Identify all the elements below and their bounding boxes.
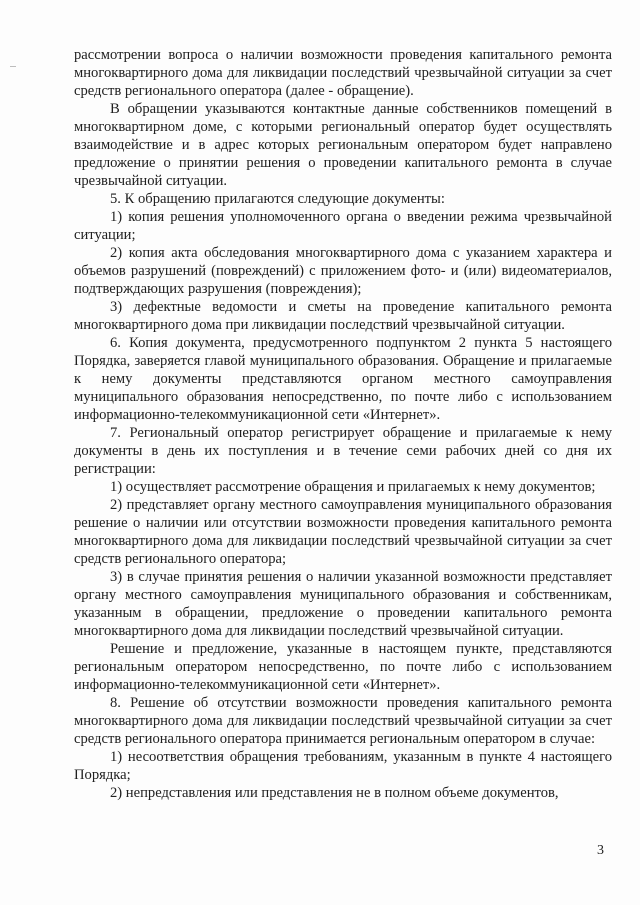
paragraph: 5. К обращению прилагаются следующие документы: (110, 191, 445, 207)
list-item: 2) представляет органу местного самоуправления муниципального образования решение о наличии или отсутствии возможности проведения капитального ремонта многоквартирного дома для ликвидации последствий чрезвычайной ситуации за счет средств регионального оператора; (74, 497, 612, 567)
list-item: 1) копия решения уполномоченного органа о введении режима чрезвычайной ситуации; (74, 209, 612, 243)
list-item: 2) непредставления или представления не в полном объеме документов, (110, 785, 559, 801)
list-item: 3) в случае принятия решения о наличии указанной возможности представляет органу местного самоуправления муниципального образования и собственникам, указанным в обращении, предложение о проведении капитального ремонта многоквартирного дома для ликвидации последствий чрезвычайной ситуации. (74, 569, 612, 639)
document-body (74, 46, 612, 802)
scan-margin-mark (10, 66, 16, 67)
paragraph: В обращении указываются контактные данные собственников помещений в многоквартирном доме, с которыми региональный оператор будет осуществлять взаимодействие и в адрес которых региональным оператором будет направлено предложение о принятии решения о проведении капитального ремонта в случае чрезвычайной ситуации. (74, 101, 612, 189)
list-item: 1) осуществляет рассмотрение обращения и прилагаемых к нему документов; (110, 479, 596, 495)
paragraph: Решение и предложение, указанные в настоящем пункте, представляются региональным оператором непосредственно, по почте либо с использованием информационно-телекоммуникационной сети «Интернет». (74, 641, 612, 693)
paragraph: 6. Копия документа, предусмотренного подпунктом 2 пункта 5 настоящего Порядка, заверяется главой муниципального образования. Обращение и прилагаемые к нему документы представляются органом местного самоуправления муниципального образования непосредственно, по почте либо с использованием информационно-телекоммуникационной сети «Интернет». (74, 335, 612, 423)
list-item: 2) копия акта обследования многоквартирного дома с указанием характера и объемов разрушений (повреждений) с приложением фото- и (или) видеоматериалов, подтверждающих разрушения (повреждения); (74, 245, 612, 297)
page-number: 3 (597, 843, 604, 858)
paragraph: 8. Решение об отсутствии возможности проведения капитального ремонта многоквартирного дома для ликвидации последствий чрезвычайной ситуации за счет средств регионального оператора принимается региональным оператором в случае: (74, 695, 612, 747)
paragraph: рассмотрении вопроса о наличии возможности проведения капитального ремонта многоквартирного дома для ликвидации последствий чрезвычайной ситуации за счет средств регионального оператора (далее - обращение). (74, 47, 612, 99)
list-item: 3) дефектные ведомости и сметы на проведение капитального ремонта многоквартирного дома при ликвидации последствий чрезвычайной ситуации. (74, 299, 612, 333)
paragraph: 7. Региональный оператор регистрирует обращение и прилагаемые к нему документы в день их поступления и в течение семи рабочих дней со дня их регистрации: (74, 425, 612, 477)
list-item: 1) несоответствия обращения требованиям, указанным в пункте 4 настоящего Порядка; (74, 749, 612, 783)
